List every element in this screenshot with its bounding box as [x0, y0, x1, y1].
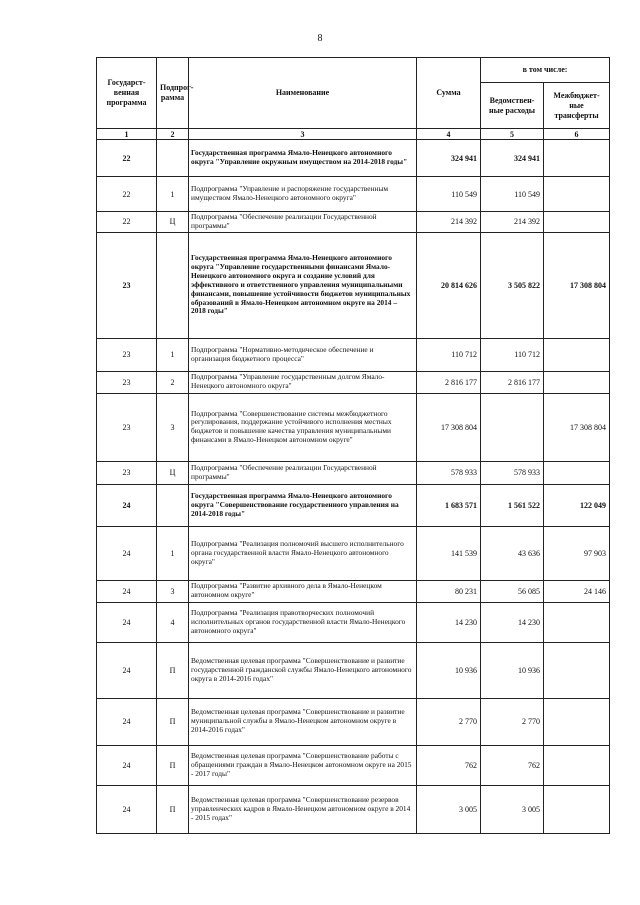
- table-row: [97, 602, 610, 642]
- sum-cell: 214 392: [417, 212, 481, 233]
- program-cell: 24: [97, 745, 157, 785]
- column-number: 2: [157, 129, 189, 140]
- header-including-group: в том числе:: [481, 58, 610, 83]
- transfer-cell: [544, 785, 610, 833]
- dept-cell: 2 770: [481, 698, 544, 745]
- program-cell: 23: [97, 338, 157, 371]
- name-cell: Государственная программа Ямало-Ненецкого автономного округа "Управление государственными финансами Ямало-Ненецкого автономного округа и создание условий для эффективного и ответственного управления муниципальными финансами, повышение устойчивости бюджетов муниципальных образований в Ямало-Ненецком автономном округе на 2014 – 2018 годы": [189, 232, 417, 338]
- transfer-cell: [544, 602, 610, 642]
- table-row: [97, 580, 610, 602]
- subprogram-cell: 4: [157, 602, 189, 642]
- name-cell: Подпрограмма "Реализация правотворческих полномочий исполнительных органов государственной власти Ямало-Ненецкого автономного округа": [189, 602, 417, 642]
- dept-cell: [481, 393, 544, 461]
- dept-cell: 14 230: [481, 602, 544, 642]
- dept-cell: 43 636: [481, 526, 544, 580]
- sum-cell: 3 005: [417, 785, 481, 833]
- transfer-cell: [544, 642, 610, 698]
- sum-cell: 80 231: [417, 580, 481, 602]
- transfer-cell: 17 308 804: [544, 393, 610, 461]
- header-name: Наименование: [189, 58, 417, 129]
- subprogram-cell: 3: [157, 580, 189, 602]
- program-cell: 24: [97, 698, 157, 745]
- column-number: 5: [481, 129, 544, 140]
- budget-table: [96, 57, 610, 834]
- transfer-cell: 17 308 804: [544, 232, 610, 338]
- dept-cell: 110 712: [481, 338, 544, 371]
- subprogram-cell: [157, 484, 189, 526]
- program-cell: 22: [97, 140, 157, 177]
- table-row: [97, 232, 610, 338]
- subprogram-cell: 1: [157, 338, 189, 371]
- subprogram-cell: Ц: [157, 212, 189, 233]
- name-cell: Подпрограмма "Развитие архивного дела в Ямало-Ненецком автономном округе": [189, 580, 417, 602]
- program-cell: 24: [97, 785, 157, 833]
- sum-cell: 141 539: [417, 526, 481, 580]
- subprogram-cell: [157, 140, 189, 177]
- program-cell: 22: [97, 177, 157, 212]
- table-row: [97, 745, 610, 785]
- program-cell: 23: [97, 371, 157, 393]
- dept-cell: 3 505 822: [481, 232, 544, 338]
- sum-cell: 110 712: [417, 338, 481, 371]
- transfer-cell: [544, 212, 610, 233]
- subprogram-cell: 2: [157, 371, 189, 393]
- name-cell: Подпрограмма "Обеспечение реализации Государственной программы": [189, 461, 417, 484]
- program-cell: 24: [97, 526, 157, 580]
- transfer-cell: [544, 371, 610, 393]
- name-cell: Государственная программа Ямало-Ненецкого автономного округа "Совершенствование государственного управления на 2014-2018 годы": [189, 484, 417, 526]
- subprogram-cell: 1: [157, 177, 189, 212]
- name-cell: Ведомственная целевая программа "Совершенствование работы с обращениями граждан в Ямало-Ненецком автономном округе на 2015 - 2017 годы": [189, 745, 417, 785]
- dept-cell: 56 085: [481, 580, 544, 602]
- dept-cell: 2 816 177: [481, 371, 544, 393]
- dept-cell: 1 561 522: [481, 484, 544, 526]
- header-subprogram: Подпрог-рамма: [157, 58, 189, 129]
- dept-cell: 3 005: [481, 785, 544, 833]
- name-cell: Ведомственная целевая программа "Совершенствование и развитие муниципальной службы в Ямало-Ненецком автономном округе в 2014-2016 годах": [189, 698, 417, 745]
- name-cell: Ведомственная целевая программа "Совершенствование и развитие государственной гражданской службы Ямало-Ненецкого автономного округа в 2014-2016 годах": [189, 642, 417, 698]
- name-cell: Государственная программа Ямало-Ненецкого автономного округа "Управление окружным имуществом на 2014-2018 годы": [189, 140, 417, 177]
- program-cell: 24: [97, 580, 157, 602]
- dept-cell: 762: [481, 745, 544, 785]
- sum-cell: 10 936: [417, 642, 481, 698]
- name-cell: Подпрограмма "Обеспечение реализации Государственной программы": [189, 212, 417, 233]
- transfer-cell: [544, 140, 610, 177]
- sum-cell: 762: [417, 745, 481, 785]
- transfer-cell: 122 049: [544, 484, 610, 526]
- table-row: [97, 338, 610, 371]
- subprogram-cell: П: [157, 698, 189, 745]
- program-cell: 22: [97, 212, 157, 233]
- column-number: 4: [417, 129, 481, 140]
- dept-cell: 214 392: [481, 212, 544, 233]
- name-cell: Подпрограмма "Совершенствование системы межбюджетного регулирования, поддержание устойчивого исполнения местных бюджетов и повышение качества управления муниципальными финансами в Ямало-Ненецком автономном округе": [189, 393, 417, 461]
- dept-cell: 10 936: [481, 642, 544, 698]
- table-row: [97, 698, 610, 745]
- header-program: Государст-венная программа: [97, 58, 157, 129]
- sum-cell: 110 549: [417, 177, 481, 212]
- subprogram-cell: [157, 232, 189, 338]
- subprogram-cell: 3: [157, 393, 189, 461]
- program-cell: 23: [97, 393, 157, 461]
- subprogram-cell: П: [157, 642, 189, 698]
- table-row: [97, 461, 610, 484]
- header-transfer: Межбюджет-ные трансферты: [544, 83, 610, 129]
- header-dept: Ведомствен-ные расходы: [481, 83, 544, 129]
- table-row: [97, 212, 610, 233]
- subprogram-cell: Ц: [157, 461, 189, 484]
- table-row: [97, 393, 610, 461]
- sum-cell: 578 933: [417, 461, 481, 484]
- transfer-cell: [544, 461, 610, 484]
- table-row: [97, 140, 610, 177]
- name-cell: Подпрограмма "Нормативно-методическое обеспечение и организация бюджетного процесса": [189, 338, 417, 371]
- column-number-row: [97, 129, 610, 140]
- column-number: 3: [189, 129, 417, 140]
- dept-cell: 110 549: [481, 177, 544, 212]
- table-row: [97, 642, 610, 698]
- subprogram-cell: П: [157, 745, 189, 785]
- transfer-cell: 24 146: [544, 580, 610, 602]
- sum-cell: 20 814 626: [417, 232, 481, 338]
- sum-cell: 324 941: [417, 140, 481, 177]
- transfer-cell: 97 903: [544, 526, 610, 580]
- header-sum: Сумма: [417, 58, 481, 129]
- program-cell: 23: [97, 461, 157, 484]
- table-row: [97, 371, 610, 393]
- name-cell: Подпрограмма "Управление и распоряжение государственным имуществом Ямало-Ненецкого автономного округа": [189, 177, 417, 212]
- transfer-cell: [544, 338, 610, 371]
- dept-cell: 324 941: [481, 140, 544, 177]
- subprogram-cell: П: [157, 785, 189, 833]
- table-row: [97, 526, 610, 580]
- dept-cell: 578 933: [481, 461, 544, 484]
- name-cell: Ведомственная целевая программа "Совершенствование резервов управленческих кадров в Ямало-Ненецком автономном округе в 2014 - 2015 годах": [189, 785, 417, 833]
- name-cell: Подпрограмма "Реализация полномочий высшего исполнительного органа государственной власти Ямало-Ненецкого автономного округа": [189, 526, 417, 580]
- subprogram-cell: 1: [157, 526, 189, 580]
- name-cell: Подпрограмма "Управление государственным долгом Ямало-Ненецкого автономного округа": [189, 371, 417, 393]
- transfer-cell: [544, 745, 610, 785]
- sum-cell: 14 230: [417, 602, 481, 642]
- transfer-cell: [544, 177, 610, 212]
- sum-cell: 2 816 177: [417, 371, 481, 393]
- sum-cell: 1 683 571: [417, 484, 481, 526]
- column-number: 6: [544, 129, 610, 140]
- table-row: [97, 785, 610, 833]
- table-body: [97, 140, 610, 834]
- column-number: 1: [97, 129, 157, 140]
- table-row: [97, 177, 610, 212]
- program-cell: 24: [97, 642, 157, 698]
- program-cell: 24: [97, 602, 157, 642]
- program-cell: 24: [97, 484, 157, 526]
- page-number: 8: [317, 33, 323, 44]
- sum-cell: 17 308 804: [417, 393, 481, 461]
- transfer-cell: [544, 698, 610, 745]
- table-row: [97, 484, 610, 526]
- sum-cell: 2 770: [417, 698, 481, 745]
- program-cell: 23: [97, 232, 157, 338]
